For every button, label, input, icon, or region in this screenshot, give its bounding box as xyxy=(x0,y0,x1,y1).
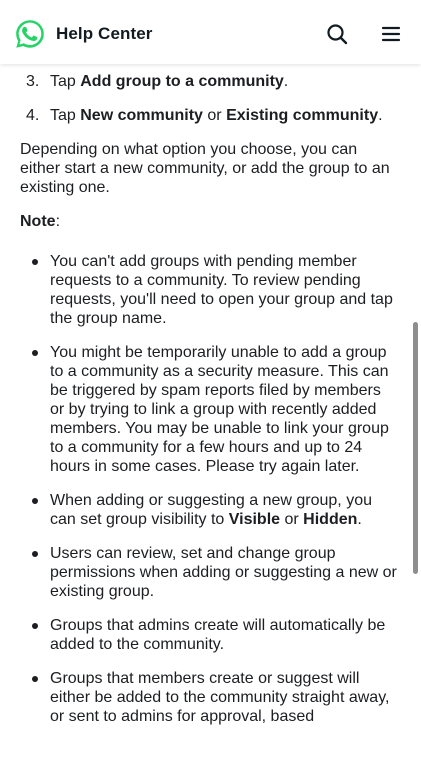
list-item xyxy=(0,669,421,726)
note-heading xyxy=(0,212,421,231)
step-item xyxy=(0,72,421,91)
steps-list xyxy=(0,72,421,125)
bullet-icon xyxy=(32,551,38,557)
bullet-icon xyxy=(32,676,38,682)
list-item xyxy=(0,616,421,654)
list-item xyxy=(0,343,421,476)
step-text: Tap xyxy=(50,73,81,90)
bullet-icon xyxy=(32,498,38,504)
help-center-title[interactable]: Help Center xyxy=(56,24,153,43)
list-item-text: When adding or suggesting a new group, you can set group visibility to xyxy=(50,492,372,528)
intro-paragraph: Depending on what option you choose, you can either start a new community, or add the group to an existing one. xyxy=(20,141,390,196)
note-label: Note xyxy=(20,213,56,230)
step-text: . xyxy=(283,73,289,90)
scrollbar-thumb[interactable] xyxy=(413,322,418,574)
whatsapp-logo-icon[interactable] xyxy=(14,18,46,50)
list-item-bold: Hidden xyxy=(303,511,358,528)
list-item-text: Groups that admins create will automatically be added to the community. xyxy=(50,617,386,653)
header-bar xyxy=(0,0,421,64)
article-content xyxy=(0,64,421,780)
list-item-text: Users can review, set and change group permissions when adding or suggesting a new or existing group. xyxy=(50,545,397,600)
list-item xyxy=(0,491,421,529)
list-item-text: You can't add groups with pending member requests to a community. To review pending requests, you'll need to open your group and tap the group name. xyxy=(50,253,393,327)
bullet-icon xyxy=(32,623,38,629)
search-button[interactable] xyxy=(325,22,349,46)
list-item-text: or xyxy=(280,511,304,528)
list-item-text: . xyxy=(357,511,362,528)
list-item-text: You might be temporarily unable to add a group to a community as a security measure. This can be triggered by spam reports filed by members or by trying to link a group with recently added members. You may be unable to link your group to a community for a few hours and up to 24 hours in some cases. Please try again later. xyxy=(50,344,389,475)
step-text: . xyxy=(378,107,383,124)
list-item-text: Groups that members create or suggest will either be added to the community straight away, or sent to admins for approval, based xyxy=(50,670,390,725)
step-bold-label: Existing community xyxy=(226,107,379,124)
list-item xyxy=(0,544,421,601)
notes-list xyxy=(0,252,421,726)
step-number: 4. xyxy=(26,107,40,124)
search-icon xyxy=(325,22,349,46)
list-item-bold: Visible xyxy=(228,511,281,528)
list-item xyxy=(0,252,421,328)
step-number: 3. xyxy=(26,73,40,90)
step-item xyxy=(0,106,421,125)
note-colon: : xyxy=(55,213,61,230)
bullet-icon xyxy=(32,350,38,356)
menu-button[interactable] xyxy=(379,22,403,46)
step-text: or xyxy=(202,107,227,124)
step-bold-label: Add group to a community xyxy=(80,73,284,90)
bullet-icon xyxy=(32,259,38,265)
step-bold-label: New community xyxy=(80,107,203,124)
step-text: Tap xyxy=(50,107,81,124)
hamburger-menu-icon xyxy=(379,22,403,46)
